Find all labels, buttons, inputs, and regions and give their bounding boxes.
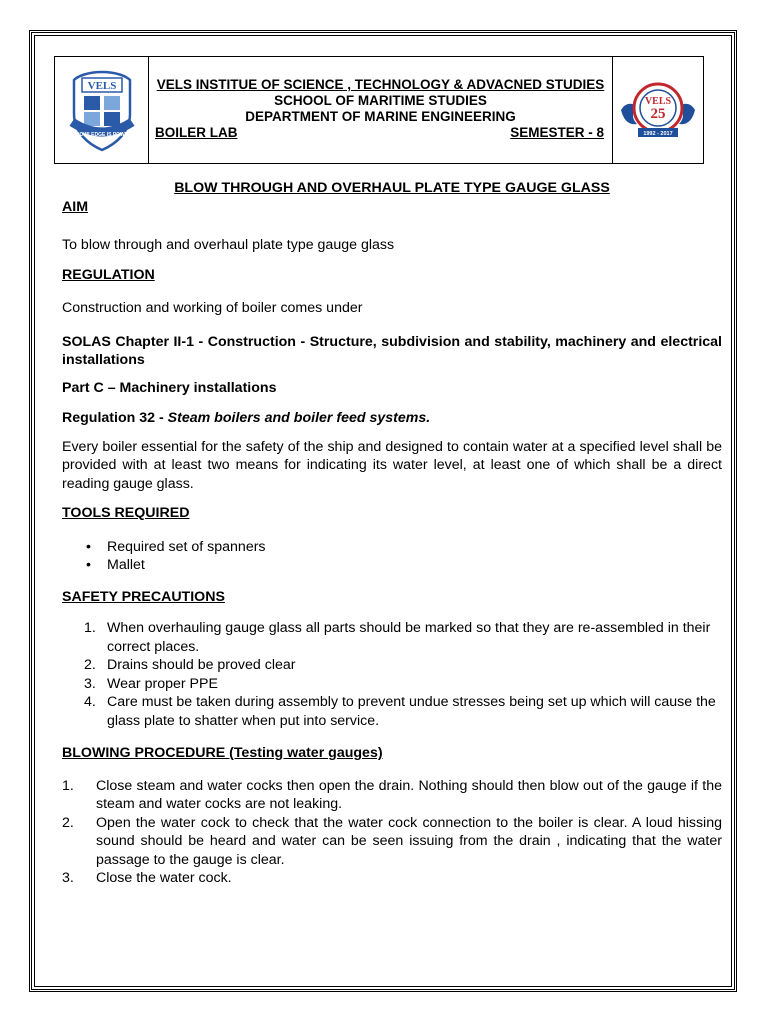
list-item bbox=[62, 656, 722, 675]
solas-reference: SOLAS Chapter II-1 - Construction - Structure, subdivision and stability, machinery and electrical installations bbox=[62, 333, 722, 368]
school-name: SCHOOL OF MARITIME STUDIES bbox=[274, 93, 487, 108]
list-item bbox=[62, 693, 722, 730]
semester-label: SEMESTER - 8 bbox=[510, 125, 604, 140]
list-number: 3. bbox=[62, 870, 74, 886]
list-item bbox=[62, 814, 722, 870]
safety-heading: SAFETY PRECAUTIONS bbox=[62, 588, 225, 605]
list-text: Close steam and water cocks then open the drain. Nothing should then blow out of the gauge if the steam and water cocks are not leaking. bbox=[96, 777, 722, 812]
list-item bbox=[62, 619, 722, 656]
list-text: Open the water cock to check that the water cock connection to the boiler is clear. A loud hissing sound should be heard and water can be seen issuing from the drain , indicating that the water passage to the gauge is clear. bbox=[96, 814, 722, 868]
list-item: • Mallet bbox=[62, 556, 722, 575]
anniversary-badge-icon bbox=[617, 70, 699, 150]
blowing-procedure-heading: BLOWING PROCEDURE (Testing water gauges) bbox=[62, 745, 383, 761]
letterhead bbox=[54, 56, 704, 164]
badge-number: 25 bbox=[650, 106, 666, 122]
safety-list bbox=[62, 619, 722, 730]
aim-text: To blow through and overhaul plate type gauge glass bbox=[62, 237, 395, 253]
institute-name: VELS INSTITUE OF SCIENCE , TECHNOLOGY & ADVACNED STUDIES bbox=[156, 77, 605, 92]
list-number: 2. bbox=[84, 657, 96, 673]
list-item: • Required set of spanners bbox=[62, 538, 722, 557]
letterhead-text bbox=[149, 57, 612, 163]
list-number: 2. bbox=[62, 814, 74, 831]
list-item bbox=[62, 675, 722, 694]
list-item bbox=[62, 777, 722, 814]
tools-list bbox=[62, 538, 722, 575]
regulation-32-title: Steam boilers and boiler feed systems. bbox=[167, 410, 431, 426]
list-item bbox=[62, 869, 722, 888]
list-number: 3. bbox=[84, 675, 96, 692]
list-number: 4. bbox=[84, 694, 96, 710]
anniversary-badge-cell bbox=[612, 57, 703, 163]
regulation-32-heading bbox=[62, 409, 722, 428]
list-number: 1. bbox=[84, 620, 96, 636]
regulation-32-label: Regulation 32 - bbox=[62, 410, 168, 426]
document-title: BLOW THROUGH AND OVERHAUL PLATE TYPE GAUGE GLASS bbox=[174, 180, 610, 196]
logo-text: VELS bbox=[87, 80, 116, 92]
list-text: Drains should be proved clear bbox=[107, 657, 296, 673]
tools-heading: TOOLS REQUIRED bbox=[62, 505, 190, 521]
list-text: Care must be taken during assembly to prevent undue stresses being set up which will cause the glass plate to shatter when put into service. bbox=[107, 694, 716, 729]
department-name: DEPARTMENT OF MARINE ENGINEERING bbox=[245, 109, 516, 124]
lab-name: BOILER LAB bbox=[155, 125, 238, 140]
document-body bbox=[62, 179, 722, 888]
list-number: 1. bbox=[62, 777, 74, 794]
list-text: Wear proper PPE bbox=[107, 675, 218, 692]
vels-shield-logo-icon bbox=[62, 66, 142, 154]
aim-heading: AIM bbox=[62, 198, 89, 215]
regulation-intro: Construction and working of boiler comes under bbox=[62, 300, 363, 316]
list-text: Close the water cock. bbox=[96, 870, 232, 886]
badge-text: VELS bbox=[644, 96, 672, 107]
regulation-32-body: Every boiler essential for the safety of the ship and designed to contain water at a specified level shall be provided with at least two means for indicating its water level, at least one of which shall be a direct reading gauge glass. bbox=[62, 438, 722, 492]
blowing-procedure-list bbox=[62, 777, 722, 888]
list-text: When overhauling gauge glass all parts should be marked so that they are re-assembled in their correct places. bbox=[107, 620, 711, 655]
logo-motto: KNOWLEDGE IS POWER bbox=[71, 132, 132, 138]
part-c-heading: Part C – Machinery installations bbox=[62, 379, 277, 396]
regulation-heading: REGULATION bbox=[62, 266, 155, 283]
badge-years: 1992 - 2017 bbox=[643, 131, 673, 137]
institute-logo-cell bbox=[55, 57, 149, 163]
